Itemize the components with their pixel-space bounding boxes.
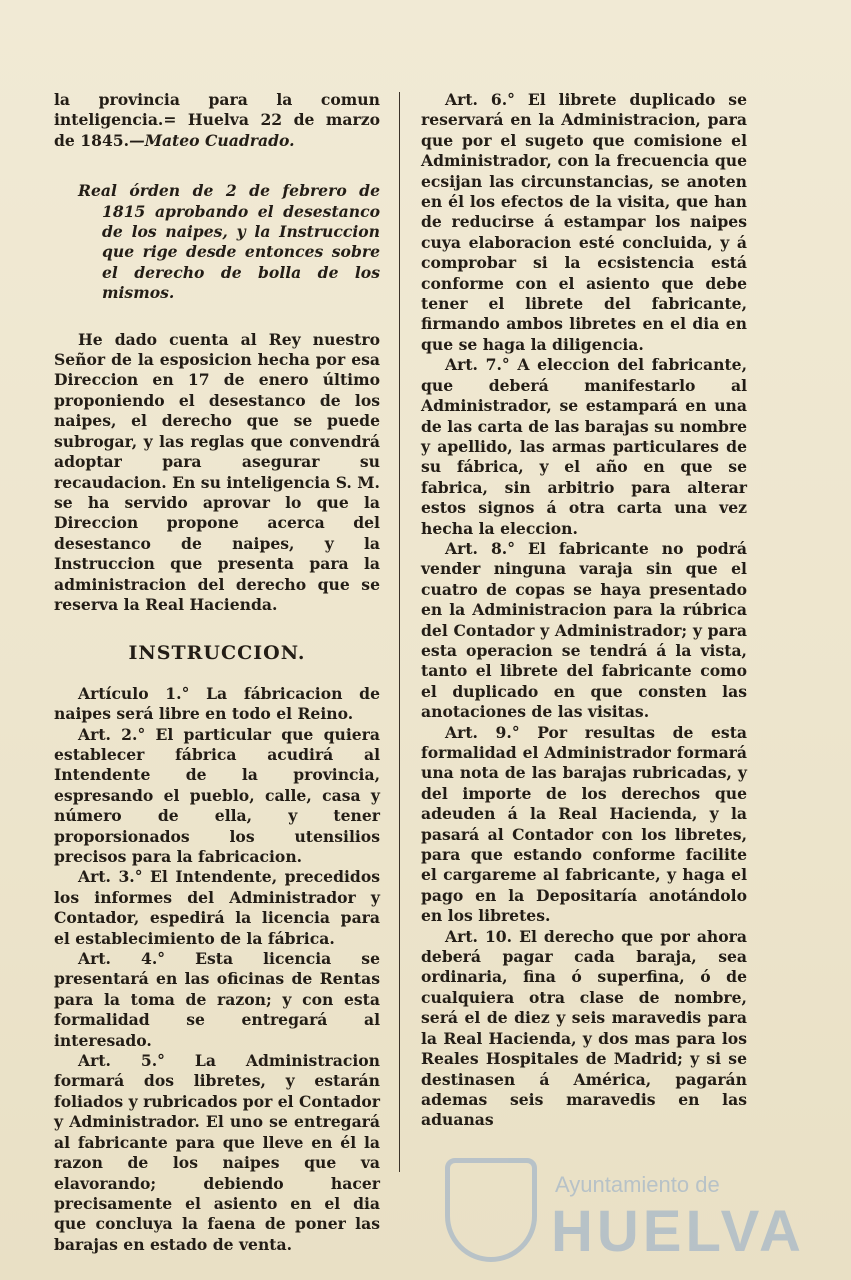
article-label: Art. 5.° [78,1051,165,1071]
article-label: Art. 10. [445,926,513,946]
article [421,90,747,355]
article [54,867,380,949]
article-text: El particular que quiera establecer fábrica acudirá al Intendente de la provincia, espresando el pueblo, calle, casa y número de ella, y tener proporsionados los utensilios precisos para la fabricacion. [54,724,380,866]
article [54,725,380,868]
header-signature: —Mateo Cuadrado. [129,130,295,150]
watermark-big-text: HUELVA [551,1199,805,1264]
article [421,355,747,539]
article-text: A eleccion del fabricante, que deberá manifestarlo al Administrador, se estampará en una de las carta de las barajas su nombre y apellido, las armas particulares de su fábrica, y el año en que se fabrica, sin arbitrio para alterar estos signos á otra carta una vez hecha la eleccion. [421,355,748,538]
article-text: El librete duplicado se reservará en la Administracion, para que por el sugeto que comisione el Administrador, con la frecuencia que ecsijan las circunstancias, se anoten en él los efectos de la visita, que han de reducirse á estampar los naipes cuya elaboracion esté concluida, y á comprobar si la ecsistencia está conforme con el asiento que debe tener el librete del fabricante, firmando ambos libretes en el dia en que se haga la diligencia. [421,90,747,354]
shield-seal-icon [445,1158,537,1262]
article [54,684,380,725]
article-label: Art. 8.° [445,538,516,558]
article-text: La fábricacion de naipes será libre en todo el Reino. [54,683,381,724]
left-column [54,90,380,1255]
article-text: Por resultas de esta formalidad el Administrador formará una nota de las barajas rubricadas, y del importe de los derechos que adeuden á la Real Hacienda, y la pasará al Contador con los libretes, para que estando conforme facilite el cargareme al fabricante, y haga el pago en la Depositaría anotándolo en los libretes. [421,722,748,926]
header-line [54,90,380,151]
article-label: Art. 6.° [445,90,515,109]
left-articles [54,684,380,1255]
section-heading: INSTRUCCION. [128,642,306,665]
article-text: Esta licencia se presentará en las oficinas de Rentas para la toma de razon; y con esta formalidad se entregará al interesado. [54,949,381,1050]
article-text: El derecho que por ahora deberá pagar cada baraja, sea ordinaria, fina ó superfina, ó de cualquiera otra clase de nombre, será el de diez y seis maravedis para la Real Hacienda, y dos mas para los Reales Hospitales de Madrid; y si se destinasen á América, pagarán ademas seis maravedis en las aduanas [421,926,747,1130]
article-label: Art. 4.° [78,949,166,969]
article [421,723,747,927]
article [421,539,747,723]
article-label: Art. 2.° [78,724,146,744]
watermark-small-text: Ayuntamiento de [555,1172,720,1197]
intro-paragraph: He dado cuenta al Rey nuestro Señor de la esposicion hecha por esa Direccion en 17 de enero último proponiendo el desestanco de los naipes, el derecho que se puede subrogar, y las reglas que convendrá adoptar para asegurar su recaudacion. En su inteligencia S. M. se ha servido aprovar lo que la Direccion propone acerca del desestanco de naipes, y la Instruccion que presenta para la administracion del derecho que se reserva la Real Hacienda. [54,329,380,614]
article-label: Artículo 1.° [78,683,190,703]
article [421,927,747,1131]
decree-title: Real órden de 2 de febrero de 1815 aprobando el desestanco de los naipes, y la Instruccion que rige desde entonces sobre el derecho de bolla de los mismos. [78,181,380,303]
article-label: Art. 3.° [78,867,143,887]
article [54,949,380,1051]
column-divider [399,92,400,1172]
article [54,1051,380,1255]
header-text: la provincia para la comun inteligencia.= Huelva 22 de marzo de 1845. [54,90,380,150]
archive-watermark [445,1150,805,1270]
article-text: El fabricante no podrá vender ninguna varaja sin que el cuatro de copas se haya presentado en la Administracion para la rúbrica del Contador y Administrador; y para esta operacion se tendrá á la vista, tanto el librete del fabricante como el duplicado en que consten las anotaciones de las visitas. [421,538,747,722]
right-column [421,90,747,1131]
article-label: Art. 7.° [445,355,510,375]
article-text: El Intendente, precedidos los informes del Administrador y Contador, espedirá la licencia para el establecimiento de la fábrica. [54,867,381,948]
article-label: Art. 9.° [445,722,520,742]
article-text: La Administracion formará dos libretes, y estarán foliados y rubricados por el Contador y Administrador. El uno se entregará al fabricante para que lleve en él la razon de los naipes que va elavorando; debiendo hacer precisamente el asiento en el dia que concluya la faena de poner las barajas en estado de venta. [54,1051,381,1254]
